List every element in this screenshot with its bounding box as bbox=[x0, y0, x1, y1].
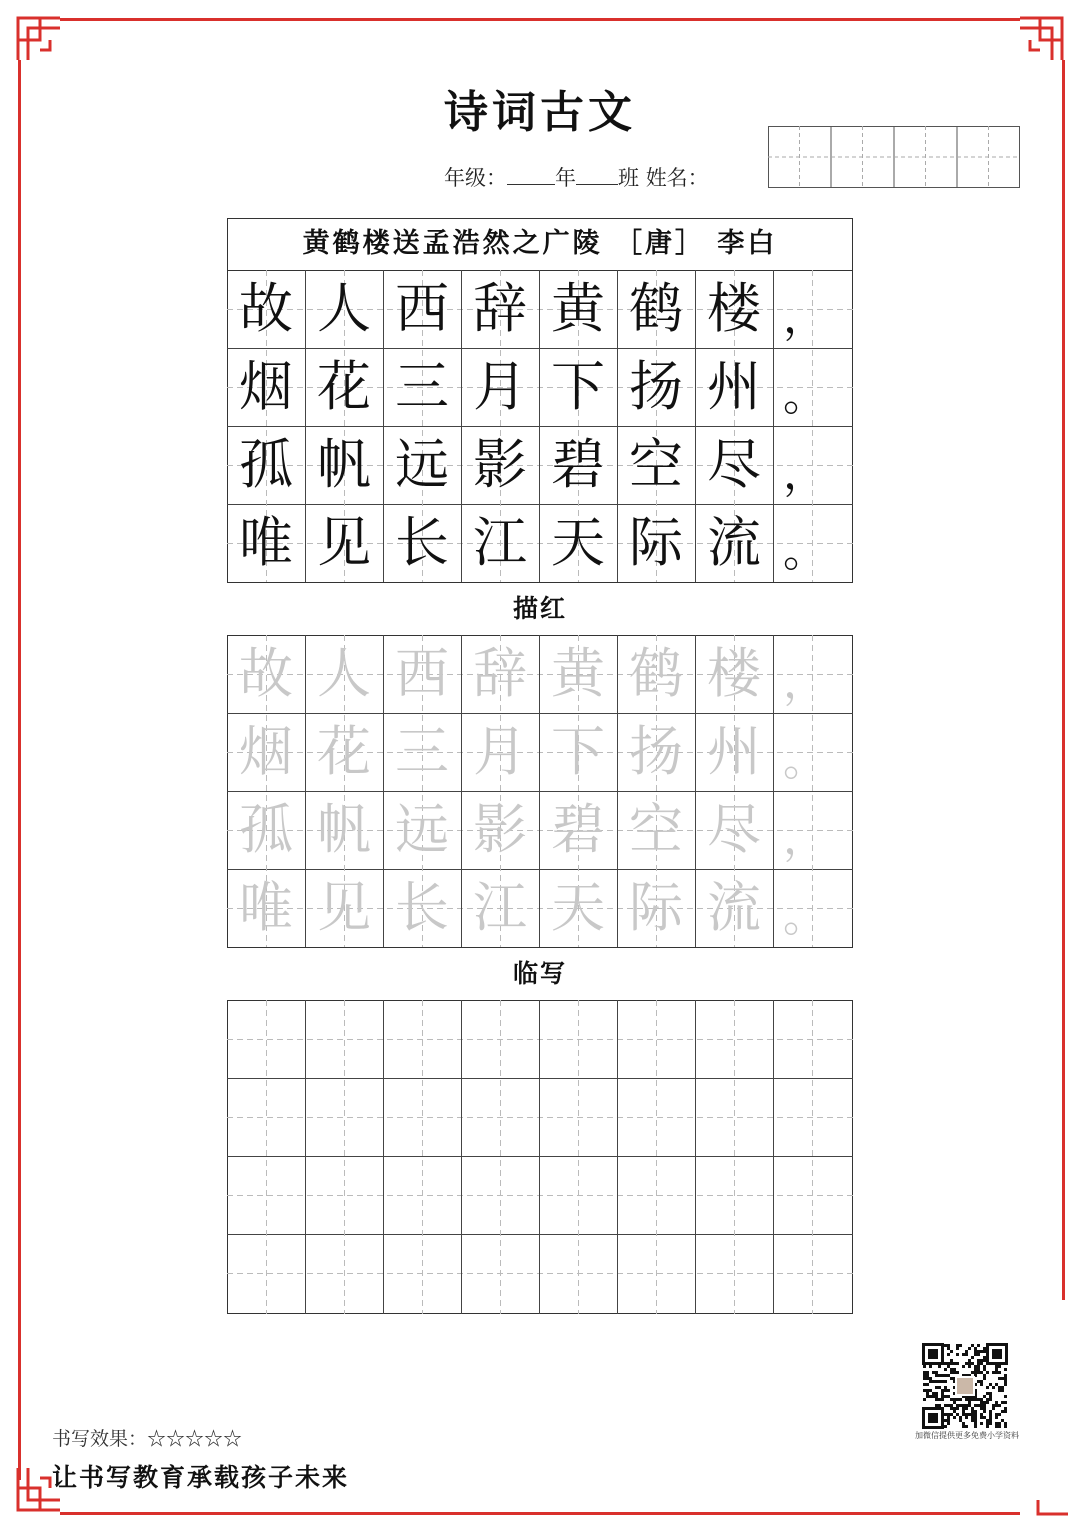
rating-stars[interactable]: ☆☆☆☆☆ bbox=[147, 1428, 243, 1450]
model-character: 空 bbox=[629, 433, 683, 496]
trace-character: 西 bbox=[395, 642, 449, 705]
trace-character: 天 bbox=[551, 876, 605, 939]
trace-character: 三 bbox=[395, 720, 449, 783]
model-character: 州 bbox=[707, 355, 761, 418]
frame-left-line bbox=[18, 60, 21, 1480]
trace-character: 州 bbox=[707, 720, 761, 783]
trace-character: 孤 bbox=[239, 798, 293, 861]
model-character: 江 bbox=[473, 511, 527, 574]
grade-input[interactable] bbox=[507, 166, 555, 185]
model-character: 远 bbox=[395, 433, 449, 496]
trace-section-label: 描红 bbox=[227, 582, 853, 636]
model-character: 西 bbox=[395, 277, 449, 340]
trace-row bbox=[227, 713, 853, 791]
trace-character: 鹤 bbox=[629, 642, 683, 705]
trace-character: 流 bbox=[707, 876, 761, 939]
trace-row bbox=[227, 635, 853, 713]
trace-character: 花 bbox=[317, 720, 371, 783]
model-character: 流 bbox=[707, 511, 761, 574]
model-character: 影 bbox=[473, 433, 527, 496]
model-character: 黄 bbox=[551, 277, 605, 340]
trace-character: 唯 bbox=[239, 876, 293, 939]
trace-character: 江 bbox=[473, 876, 527, 939]
model-character: 故 bbox=[239, 277, 293, 340]
trace-row bbox=[227, 869, 853, 947]
trace-character: 。 bbox=[783, 735, 827, 786]
model-character: 碧 bbox=[551, 433, 605, 496]
trace-row bbox=[227, 791, 853, 869]
class-input[interactable] bbox=[576, 166, 618, 185]
trace-character: 扬 bbox=[629, 720, 683, 783]
model-character: 烟 bbox=[239, 355, 293, 418]
corner-ornament-top-right bbox=[1014, 10, 1070, 66]
corner-ornament-top-left bbox=[10, 10, 66, 66]
trace-character: 烟 bbox=[239, 720, 293, 783]
name-label: 姓名： bbox=[645, 166, 709, 190]
copy-section-label: 临写 bbox=[227, 947, 853, 1001]
trace-character: 远 bbox=[395, 798, 449, 861]
trace-character: 碧 bbox=[551, 798, 605, 861]
class-label: 班 bbox=[618, 166, 639, 190]
corner-ornament-bottom-right bbox=[1030, 1498, 1070, 1518]
model-character: 三 bbox=[395, 355, 449, 418]
slogan: 让书写教育承载孩子未来 bbox=[52, 1463, 350, 1492]
writing-effect-rating bbox=[52, 1424, 242, 1451]
model-character: 下 bbox=[551, 355, 605, 418]
trace-character: 影 bbox=[473, 798, 527, 861]
model-character: 见 bbox=[317, 511, 371, 574]
practice-sheet bbox=[227, 218, 853, 1314]
model-character: 长 bbox=[395, 511, 449, 574]
copy-writing-grid[interactable] bbox=[227, 1000, 853, 1314]
model-character: 孤 bbox=[239, 433, 293, 496]
frame-right-line bbox=[1062, 60, 1065, 1300]
model-row bbox=[227, 270, 853, 348]
model-character: 扬 bbox=[629, 355, 683, 418]
model-character: 鹤 bbox=[629, 277, 683, 340]
model-character: 天 bbox=[551, 511, 605, 574]
frame-top-line bbox=[60, 18, 1020, 21]
poem-heading: 黄鹤楼送孟浩然之广陵 ［唐］ 李白 bbox=[227, 218, 853, 271]
model-character: ， bbox=[783, 448, 827, 499]
model-character: 月 bbox=[473, 355, 527, 418]
trace-character: 见 bbox=[317, 876, 371, 939]
trace-character: 际 bbox=[629, 876, 683, 939]
model-character: 际 bbox=[629, 511, 683, 574]
model-character: 花 bbox=[317, 355, 371, 418]
trace-character: 故 bbox=[239, 642, 293, 705]
trace-character: 下 bbox=[551, 720, 605, 783]
trace-character: 。 bbox=[783, 891, 827, 942]
model-character: 人 bbox=[317, 277, 371, 340]
trace-character: 楼 bbox=[707, 642, 761, 705]
model-row bbox=[227, 504, 853, 582]
trace-character: 长 bbox=[395, 876, 449, 939]
trace-character: 帆 bbox=[317, 798, 371, 861]
model-character: ， bbox=[783, 292, 827, 343]
model-character: 。 bbox=[783, 370, 827, 421]
trace-character: ， bbox=[783, 657, 827, 708]
name-writing-grid[interactable] bbox=[768, 126, 1020, 188]
student-info-row bbox=[444, 162, 709, 192]
frame-bottom-line bbox=[60, 1512, 1020, 1515]
trace-character: 辞 bbox=[473, 642, 527, 705]
model-character: 唯 bbox=[239, 511, 293, 574]
model-character: 楼 bbox=[707, 277, 761, 340]
grade-label: 年级： bbox=[444, 166, 507, 190]
model-row bbox=[227, 348, 853, 426]
model-character: 帆 bbox=[317, 433, 371, 496]
qr-code bbox=[922, 1343, 1008, 1429]
trace-character: 月 bbox=[473, 720, 527, 783]
trace-character: 尽 bbox=[707, 798, 761, 861]
trace-character: 黄 bbox=[551, 642, 605, 705]
model-character: 。 bbox=[783, 526, 827, 577]
model-character: 辞 bbox=[473, 277, 527, 340]
year-label: 年 bbox=[555, 166, 576, 190]
trace-character: ， bbox=[783, 813, 827, 864]
model-character: 尽 bbox=[707, 433, 761, 496]
trace-character: 空 bbox=[629, 798, 683, 861]
page-title: 诗词古文 bbox=[444, 87, 636, 138]
model-row bbox=[227, 426, 853, 504]
effect-label: 书写效果： bbox=[52, 1428, 148, 1450]
trace-character: 人 bbox=[317, 642, 371, 705]
qr-caption: 加微信提供更多免费小学资料 bbox=[915, 1431, 1019, 1440]
